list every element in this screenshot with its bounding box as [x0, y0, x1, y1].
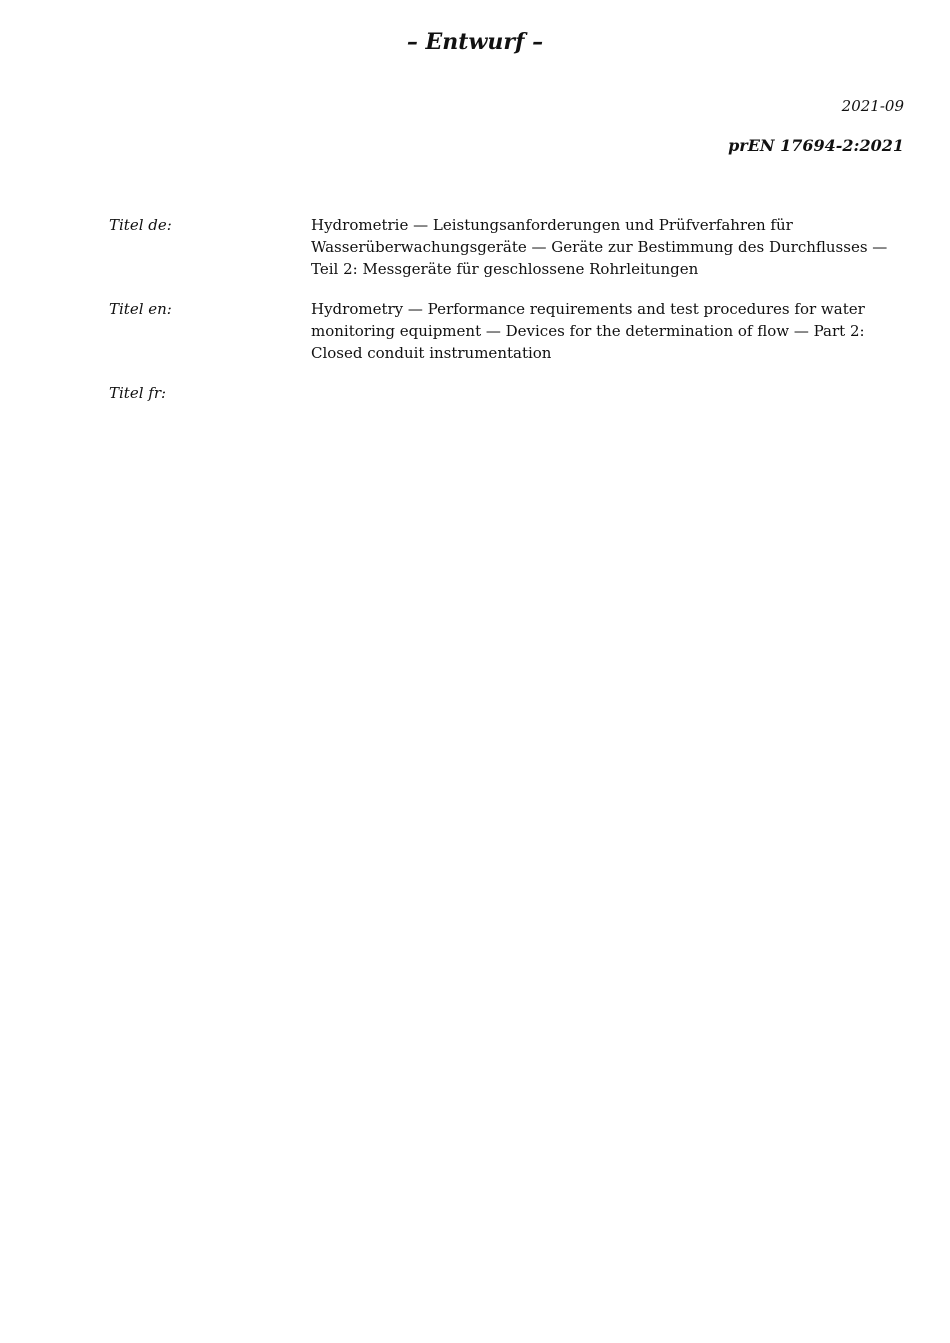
document-date: 2021-09 [841, 97, 904, 115]
title-label-de: Titel de: [109, 216, 172, 234]
title-row-en [109, 298, 909, 364]
title-table [109, 214, 909, 422]
title-text-fr [311, 382, 901, 404]
title-label-en: Titel en: [109, 300, 172, 318]
title-label-fr: Titel fr: [109, 384, 167, 402]
document-number: prEN 17694-2:2021 [728, 136, 904, 155]
draft-banner: – Entwurf – [406, 29, 544, 55]
title-row-de [109, 214, 909, 280]
title-text-de: Hydrometrie — Leistungsanforderungen und Prüfverfahren für Wasserüberwachungsgeräte — Geräte zur Bestimmung des Durchflusses — Teil 2: Messgeräte für geschlossene Rohrleitungen [311, 216, 888, 278]
title-row-fr [109, 382, 909, 404]
title-text-en: Hydrometry — Performance requirements and test procedures for water monitoring equipment — Devices for the determination of flow — Part 2: Closed conduit instrumentation [311, 300, 865, 362]
